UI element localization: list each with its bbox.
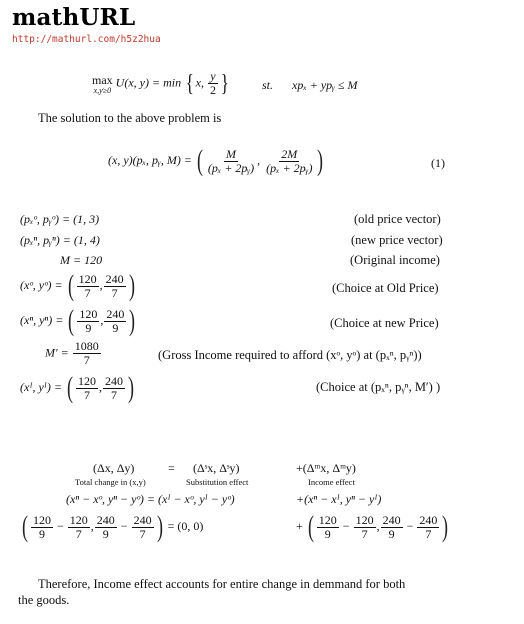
new-price-vector: (pₓⁿ, pᵧⁿ) = (1, 4) xyxy=(20,233,100,247)
choice-i-lhs: (xᴵ, yᴵ) = xyxy=(20,379,63,394)
fraction-den: 7 xyxy=(361,526,368,541)
fraction-den: 7 xyxy=(425,526,432,541)
demand-comma: , xyxy=(257,152,261,167)
fraction-num: 120 xyxy=(355,512,374,527)
min-arg-x: x, xyxy=(195,75,204,90)
equation-number: (1) xyxy=(431,156,445,170)
fraction-num: 240 xyxy=(96,512,115,527)
fraction-num: 240 xyxy=(419,512,438,527)
close-brace: } xyxy=(220,70,229,97)
fraction-den: 9 xyxy=(112,320,119,335)
old-price-note: (old price vector) xyxy=(354,212,441,226)
fraction-den: 9 xyxy=(39,526,45,541)
income-effect: +(Δᵐx, Δᵐy) xyxy=(296,461,356,475)
compensated-income-note: (Gross Income required to afford (xᵒ, yᵒ) at (pₓⁿ, pᵧⁿ)) xyxy=(158,348,422,362)
mprime-lhs: M′ = xyxy=(45,345,69,360)
decomp-equals: = xyxy=(168,461,175,475)
minus-sign: − xyxy=(342,518,350,533)
minus-sign: − xyxy=(406,518,414,533)
min-arg-fraction-num: y xyxy=(210,69,216,83)
plus-sign: + xyxy=(296,518,303,533)
choice-new-lhs: (xⁿ, yⁿ) = xyxy=(20,312,64,327)
fraction-den: 7 xyxy=(139,526,146,541)
choice-old-price: (xᵒ, yᵒ) = ( $\frac{120}{7}$ , $\frac{240}{7}$ ) xyxy=(20,269,135,302)
budget-constraint: xpₓ + ypᵧ ≤ M xyxy=(292,78,358,92)
zero-substitution: = (0, 0) xyxy=(167,518,204,533)
choice-intermediate: (xᴵ, yᴵ) = ( $\frac{120}{7}$ , $\frac{240}{7}$ ) xyxy=(20,371,135,404)
choice-new-price: (xⁿ, yⁿ) = ( $\frac{120}{9}$ , $\frac{240}{9}$ ) xyxy=(20,304,136,337)
total-change: (Δx, Δy) xyxy=(93,461,135,475)
fraction-num: 240 xyxy=(105,373,124,388)
maximization-problem xyxy=(92,70,230,97)
open-brace: { xyxy=(185,70,194,97)
demand-x-den: (pₓ + 2pᵧ) xyxy=(207,160,255,175)
fraction-num: 240 xyxy=(382,512,401,527)
fraction-den: 9 xyxy=(388,526,395,541)
such-that-label: st. xyxy=(262,78,274,92)
conclusion-line-1: Therefore, Income effect accounts for entire change in demmand for both xyxy=(38,577,406,591)
original-income: M = 120 xyxy=(60,253,103,267)
fraction-num: 240 xyxy=(105,271,124,286)
solution-intro-text: The solution to the above problem is xyxy=(38,111,222,125)
demand-y-den: (pₓ + 2pᵧ) xyxy=(266,160,313,175)
old-price-vector: (pₓᵒ, pᵧᵒ) = (1, 3) xyxy=(20,212,100,226)
fraction-num: 120 xyxy=(33,512,51,527)
fraction-den: 7 xyxy=(83,353,90,367)
fraction-num: 120 xyxy=(78,271,97,286)
fraction-den: 9 xyxy=(324,526,331,541)
demand-lhs: (x, y)(pₓ, pᵧ, M) = xyxy=(108,152,192,167)
decomp-row-symbolic-income: +(xⁿ − xᴵ, yⁿ − yᴵ) xyxy=(296,492,382,506)
fraction-num: 240 xyxy=(133,512,152,527)
max-operator: max xyxy=(92,72,113,87)
site-logo: mathURL xyxy=(12,4,136,31)
demand-y-num: 2M xyxy=(281,146,298,161)
fraction-num: 120 xyxy=(318,512,337,527)
fraction-den: 7 xyxy=(75,526,82,541)
short-url-link[interactable]: http://mathurl.com/h5z2hua xyxy=(12,34,161,45)
new-price-note: (new price vector) xyxy=(351,233,443,247)
minus-sign: − xyxy=(57,518,64,533)
decomp-row-numeric: ( $\frac{120}{9}$ − $\frac{120}{7}$ , $\frac{240}{9}$ − $\frac{240}{7}$ ) = (0, 0) xyxy=(22,510,204,543)
fraction-den: 7 xyxy=(84,285,91,300)
choice-old-note: (Choice at Old Price) xyxy=(332,281,439,295)
substitution-effect-label: Substitution effect xyxy=(186,477,249,487)
fraction-num: 120 xyxy=(69,512,88,527)
min-arg-fraction-den: 2 xyxy=(209,83,216,97)
decomp-row-numeric-income: + ( $\frac{120}{9}$ − $\frac{120}{7}$ , $\frac{240}{9}$ − $\frac{240}{7}$ ) xyxy=(296,510,449,543)
compensated-income xyxy=(45,340,102,367)
choice-new-note: (Choice at new Price) xyxy=(330,316,439,330)
fraction-num: 240 xyxy=(106,306,125,321)
demand-solution-equation: (x, y)(pₓ, pᵧ, M) = ( $\frac{M}{\text{(pₓ + 2pᵧ)}}$ , $\frac{2M}{\text{(pₓ + 2pᵧ)}}$ ) xyxy=(108,144,324,177)
fraction-den: 7 xyxy=(84,387,91,402)
minus-sign: − xyxy=(120,518,128,533)
fraction-den: 7 xyxy=(111,387,118,402)
substitution-effect: (Δˢx, Δˢy) xyxy=(193,461,240,475)
conclusion-line-2: the goods. xyxy=(18,593,70,607)
max-subscript: x,y≥0 xyxy=(93,85,112,95)
fraction-den: 9 xyxy=(85,320,92,335)
fraction-den: 7 xyxy=(111,285,118,300)
fraction-num: 1080 xyxy=(74,339,99,353)
original-income-note: (Original income) xyxy=(350,253,440,267)
choice-intermediate-note: (Choice at (pₓⁿ, pᵧⁿ, M′) ) xyxy=(316,380,441,394)
fraction-num: 120 xyxy=(78,373,97,388)
decomp-row-symbolic: (xⁿ − xᵒ, yⁿ − yᵒ) = (xᴵ − xᵒ, yᴵ − yᵒ) xyxy=(66,492,235,506)
total-change-label: Total change in (x,y) xyxy=(75,477,146,487)
fraction-den: 9 xyxy=(102,526,109,541)
choice-old-lhs: (xᵒ, yᵒ) = xyxy=(20,277,63,292)
income-effect-label: Income effect xyxy=(308,477,355,487)
objective-function: U(x, y) = min xyxy=(115,75,182,90)
fraction-num: 120 xyxy=(79,306,98,321)
demand-x-num: M xyxy=(226,146,237,161)
